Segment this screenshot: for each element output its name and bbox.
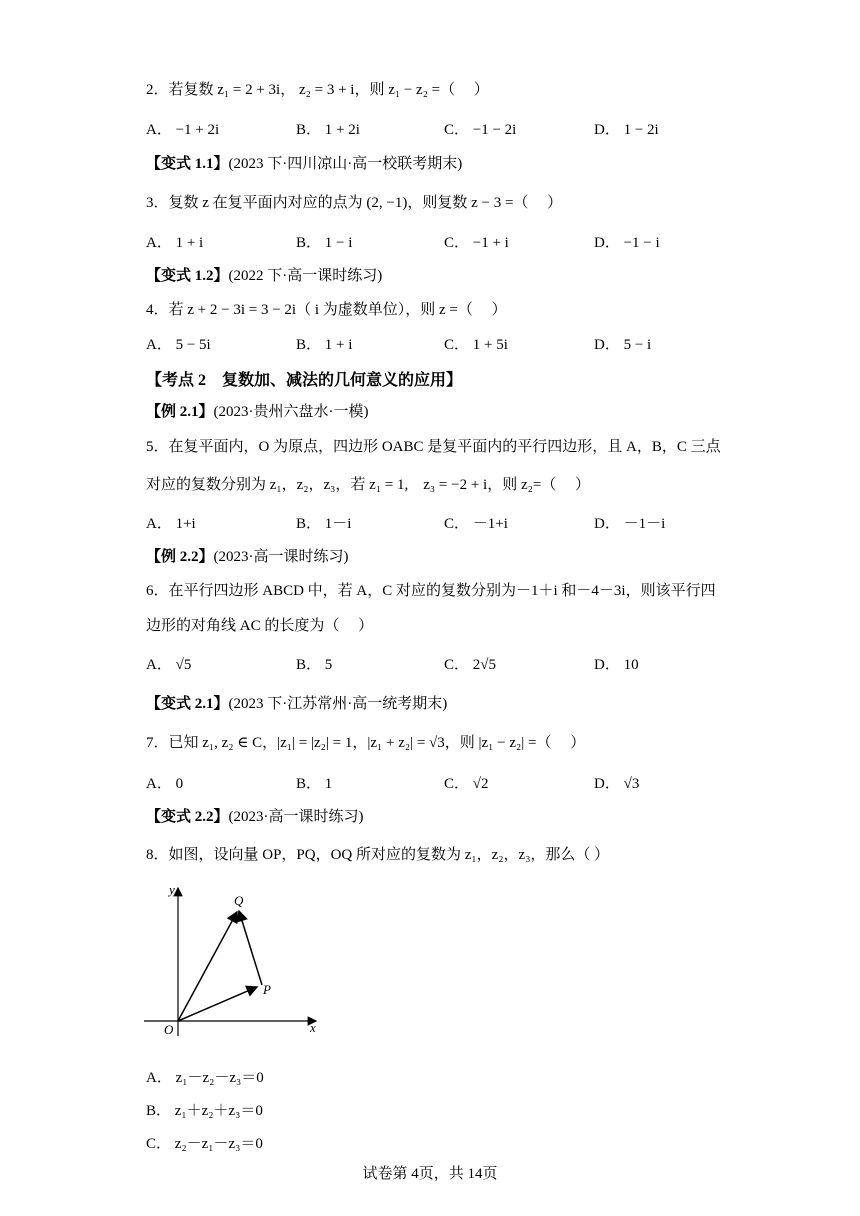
question-2-stem: 2．若复数 z₁ = 2 + 3i， z₂ = 3 + i，则 z₁ − z₂ =（ ） [146, 82, 489, 98]
point-q-label: Q [234, 893, 244, 908]
y-axis-label: y [169, 882, 175, 897]
question-6-stem-line1: 6．在平行四边形 ABCD 中，若 A，C 对应的复数分别为－1＋i 和－4－3i，则该平行四 [146, 583, 716, 599]
q8-option-c: C． z₂－z₁－z₃＝0 [146, 1136, 263, 1152]
example-tag: 【例 2.1】 [146, 404, 214, 420]
example-source: (2023·高一课时练习) [213, 549, 349, 565]
variant-source: (2023 下·四川凉山·高一校联考期末) [228, 156, 463, 172]
question-6-stem-line2: 边形的对角线 AC 的长度为（ ） [146, 618, 374, 634]
q4-option-a: A． 5 − 5i [146, 337, 211, 353]
point-p-label: P [263, 982, 271, 997]
q3-option-c: C． −1 + i [444, 235, 509, 251]
q3-option-a: A． 1 + i [146, 235, 204, 251]
example-source: (2023·贵州六盘水·一模) [213, 404, 369, 420]
vector-oq [178, 912, 237, 1021]
q3-option-b: B． 1 − i [296, 235, 353, 251]
variant-tag: 【变式 2.1】 [146, 696, 229, 712]
x-axis-label: x [310, 1020, 316, 1035]
variant-source: (2023 下·江苏常州·高一统考期末) [228, 696, 448, 712]
question-4-stem: 4．若 z + 2 − 3i = 3 − 2i（ i 为虚数单位），则 z =（ ） [146, 302, 507, 318]
example-2-1-label [146, 400, 369, 421]
q4-option-b: B． 1 + i [296, 337, 353, 353]
variant-1-2-label [146, 264, 382, 285]
origin-label: O [164, 1022, 174, 1037]
variant-tag: 【变式 1.1】 [146, 156, 229, 172]
q2-option-b: B． 1 + 2i [296, 122, 360, 138]
q4-option-c: C． 1 + 5i [444, 337, 508, 353]
q8-option-b: B． z₁＋z₂＋z₃＝0 [146, 1103, 263, 1119]
q5-option-a: A． 1+i [146, 516, 196, 532]
q5-option-c: C． －1+i [444, 516, 508, 532]
question-8-stem: 8．如图，设向量 OP，PQ，OQ 所对应的复数为 z₁，z₂，z₃，那么（ ） [146, 847, 610, 863]
variant-source: (2023·高一课时练习) [228, 809, 364, 825]
variant-tag: 【变式 1.2】 [146, 268, 229, 284]
q4-option-d: D． 5 − i [594, 337, 652, 353]
q2-option-a: A． −1 + 2i [146, 122, 220, 138]
example-2-2-label [146, 545, 349, 566]
q8-option-a: A． z₁－z₂－z₃＝0 [146, 1070, 264, 1086]
q6-option-a: A． √5 [146, 657, 192, 673]
variant-2-2-label [146, 805, 364, 826]
variant-tag: 【变式 2.2】 [146, 809, 229, 825]
vector-figure [140, 878, 330, 1038]
q6-option-c: C． 2√5 [444, 657, 496, 673]
question-5-stem-line1: 5．在复平面内，O 为原点，四边形 OABC 是复平面内的平行四边形，且 A，B，C 三点 [146, 439, 721, 455]
variant-source: (2022 下·高一课时练习) [228, 268, 383, 284]
q5-option-b: B． 1－i [296, 516, 352, 532]
q2-option-c: C． −1 − 2i [444, 122, 517, 138]
q3-option-d: D． −1 − i [594, 235, 660, 251]
q7-option-b: B． 1 [296, 776, 333, 792]
question-5-stem-line2: 对应的复数分别为 z₁，z₂，z₃，若 z₁ = 1, z₃ = −2 + i，则 z₂=（ ） [146, 477, 591, 493]
q6-option-b: B． 5 [296, 657, 333, 673]
section-heading-kaodian-2: 【考点 2 复数加、减法的几何意义的应用】 [146, 372, 463, 389]
q5-option-d: D． －1－i [594, 516, 666, 532]
variant-1-1-label [146, 152, 462, 173]
q7-option-a: A． 0 [146, 776, 184, 792]
q7-option-c: C． √2 [444, 776, 489, 792]
q6-option-d: D． 10 [594, 657, 639, 673]
vector-op [178, 987, 257, 1021]
variant-2-1-label [146, 692, 447, 713]
question-7-stem: 7．已知 z₁, z₂ ∈ C，|z₁| = |z₂| = 1，|z₁ + z₂| = √3，则 |z₁ − z₂| =（ ） [146, 735, 586, 751]
vector-pq [239, 911, 262, 985]
q7-option-d: D． √3 [594, 776, 640, 792]
question-3-stem: 3．复数 z 在复平面内对应的点为 (2, −1)，则复数 z − 3 =（ ） [146, 195, 563, 211]
example-tag: 【例 2.2】 [146, 549, 214, 565]
page-footer: 试卷第 4页，共 14页 [362, 1166, 498, 1182]
q2-option-d: D． 1 − 2i [594, 122, 659, 138]
